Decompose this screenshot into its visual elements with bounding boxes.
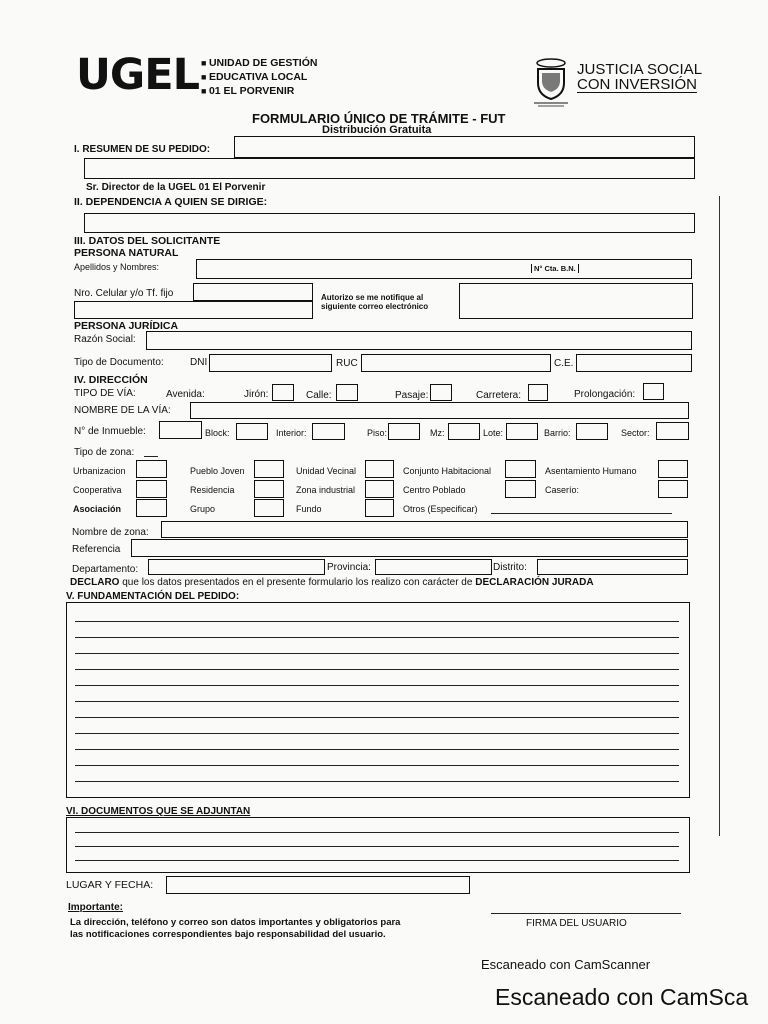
jiron-label: Jirón: xyxy=(244,389,269,400)
section-5-heading: V. FUNDAMENTACIÓN DEL PEDIDO: xyxy=(66,591,240,602)
caserio-checkbox[interactable] xyxy=(658,480,688,498)
ruled-line xyxy=(75,621,679,622)
persona-natural-heading: PERSONA NATURAL xyxy=(74,247,179,259)
asociacion-label: Asociación xyxy=(73,504,122,514)
lugar-fecha-field[interactable] xyxy=(166,876,470,894)
prolongacion-label: Prolongación: xyxy=(574,389,636,400)
ruled-line xyxy=(75,733,679,734)
carretera-label: Carretera: xyxy=(476,390,522,401)
lote-label: Lote: xyxy=(483,428,504,438)
ruled-line xyxy=(75,832,679,833)
apellidos-label: Apellidos y Nombres: xyxy=(74,262,160,272)
otros-line[interactable] xyxy=(491,513,672,514)
distrito-field[interactable] xyxy=(537,559,688,575)
provincia-label: Provincia: xyxy=(327,562,371,573)
unidad-vecinal-label: Unidad Vecinal xyxy=(296,466,357,476)
declaro-word: DECLARO xyxy=(70,577,120,588)
pasaje-label: Pasaje: xyxy=(395,390,429,401)
celular-label: Nro. Celular y/o Tf. fijo xyxy=(74,288,174,299)
cooperativa-checkbox[interactable] xyxy=(136,480,167,498)
jiron-checkbox[interactable] xyxy=(272,384,294,401)
nombre-via-field[interactable] xyxy=(190,402,689,419)
ruled-line xyxy=(75,701,679,702)
resumen-field-2[interactable] xyxy=(84,158,695,179)
centro-poblado-label: Centro Poblado xyxy=(403,485,466,495)
razon-social-label: Razón Social: xyxy=(74,334,136,345)
unidad-vecinal-checkbox[interactable] xyxy=(365,460,394,478)
ruc-field[interactable] xyxy=(361,354,551,372)
calle-checkbox[interactable] xyxy=(336,384,358,401)
documentos-area[interactable] xyxy=(66,817,690,873)
ruc-label: RUC xyxy=(336,358,358,369)
inmueble-field[interactable] xyxy=(159,421,202,439)
sector-label: Sector: xyxy=(621,428,650,438)
ruled-line xyxy=(75,669,679,670)
lugar-fecha-label: LUGAR Y FECHA: xyxy=(66,879,154,891)
mz-field[interactable] xyxy=(448,423,480,440)
persona-juridica-heading: PERSONA JURÍDICA xyxy=(74,320,179,332)
pasaje-checkbox[interactable] xyxy=(430,384,452,401)
barrio-field[interactable] xyxy=(576,423,608,440)
departamento-label: Departamento: xyxy=(72,564,139,575)
unit-line-3: ■ 01 EL PORVENIR xyxy=(201,84,317,98)
grupo-checkbox[interactable] xyxy=(254,499,284,517)
unit-line-1: ■ UNIDAD DE GESTIÓN xyxy=(201,56,317,70)
celular-field[interactable] xyxy=(193,283,313,301)
avenida-label: Avenida: xyxy=(166,389,205,400)
piso-field[interactable] xyxy=(388,423,420,440)
form-title: FORMULARIO ÚNICO DE TRÁMITE - FUT xyxy=(252,111,506,126)
prolongacion-checkbox[interactable] xyxy=(643,383,664,400)
referencia-field[interactable] xyxy=(131,539,688,557)
ugel-logo: UGEL xyxy=(76,50,199,100)
referencia-label: Referencia xyxy=(72,544,121,555)
pueblo-joven-checkbox[interactable] xyxy=(254,460,284,478)
centro-poblado-checkbox[interactable] xyxy=(505,480,536,498)
urbanizacion-checkbox[interactable] xyxy=(136,460,167,478)
unit-line-2: ■ EDUCATIVA LOCAL xyxy=(201,70,317,84)
zona-industrial-label: Zona industrial xyxy=(296,485,356,495)
sector-field[interactable] xyxy=(656,422,689,440)
slogan xyxy=(577,62,702,93)
fundo-checkbox[interactable] xyxy=(365,499,394,517)
camscanner-watermark: Escaneado con CamScanner xyxy=(481,957,651,972)
interior-label: Interior: xyxy=(276,428,307,438)
autorizo-label-2: siguiente correo electrónico xyxy=(321,302,429,311)
carretera-checkbox[interactable] xyxy=(528,384,548,401)
block-label: Block: xyxy=(205,428,230,438)
residencia-label: Residencia xyxy=(190,485,235,495)
firma-label: FIRMA DEL USUARIO xyxy=(526,918,627,929)
residencia-checkbox[interactable] xyxy=(254,480,284,498)
lote-field[interactable] xyxy=(506,423,538,440)
ruled-line xyxy=(75,637,679,638)
camscanner-watermark-large: Escaneado con CamSca xyxy=(495,984,749,1010)
tipo-documento-label: Tipo de Documento: xyxy=(74,357,164,368)
mz-label: Mz: xyxy=(430,428,445,438)
razon-social-field[interactable] xyxy=(146,331,692,350)
ugel-unit-name xyxy=(201,56,317,98)
asentamiento-label: Asentamiento Humano xyxy=(545,466,637,476)
slogan-line-1: JUSTICIA SOCIAL xyxy=(577,61,703,78)
tipo-zona-label: Tipo de zona: xyxy=(74,447,135,458)
importante-note xyxy=(70,917,470,941)
ce-field[interactable] xyxy=(576,354,692,372)
note-line-1: La dirección, teléfono y correo son datos importantes y obligatorios para xyxy=(70,917,401,928)
slogan-line-2: CON INVERSIÓN xyxy=(577,76,698,93)
nombre-zona-label: Nombre de zona: xyxy=(72,527,149,538)
tipo-zona-line xyxy=(144,456,158,457)
asentamiento-checkbox[interactable] xyxy=(658,460,688,478)
autorizo-label: Autorizo se me notifique al xyxy=(321,293,424,302)
tipo-via-label: TIPO DE VÍA: xyxy=(74,388,136,399)
declaro-body: que los datos presentados en el presente formulario los realizo con carácter de xyxy=(119,577,476,588)
fundo-label: Fundo xyxy=(296,504,322,514)
cta-bn-label: N° Cta. B.N. xyxy=(531,264,579,273)
distrito-label: Distrito: xyxy=(493,562,527,573)
barrio-label: Barrio: xyxy=(544,428,571,438)
fundamentacion-area[interactable] xyxy=(66,602,690,798)
note-line-2: las notificaciones correspondientes bajo responsabilidad del usuario. xyxy=(70,929,386,940)
caserio-label: Caserío: xyxy=(545,485,580,495)
provincia-field[interactable] xyxy=(375,559,492,575)
calle-label: Calle: xyxy=(306,390,332,401)
ruled-line xyxy=(75,717,679,718)
ruled-line xyxy=(75,860,679,861)
otros-label: Otros (Especificar) xyxy=(403,504,478,514)
declaracion-text xyxy=(70,577,594,588)
ruled-line xyxy=(75,685,679,686)
coat-of-arms-icon xyxy=(530,55,572,107)
section-2-heading: II. DEPENDENCIA A QUIEN SE DIRIGE: xyxy=(74,196,268,208)
director-line: Sr. Director de la UGEL 01 El Porvenir xyxy=(86,182,266,193)
interior-field[interactable] xyxy=(312,423,345,440)
grupo-label: Grupo xyxy=(190,504,216,514)
piso-label: Piso: xyxy=(367,428,388,438)
importante-label: Importante: xyxy=(68,902,123,913)
celular-field-2[interactable] xyxy=(74,301,313,319)
departamento-field[interactable] xyxy=(148,559,325,575)
email-field[interactable] xyxy=(459,283,693,319)
dependencia-field[interactable] xyxy=(84,213,695,233)
ruled-line xyxy=(75,653,679,654)
ruled-line xyxy=(75,846,679,847)
form-subtitle: Distribución Gratuita xyxy=(322,124,432,136)
inmueble-label: N° de Inmueble: xyxy=(74,426,146,437)
nombre-zona-field[interactable] xyxy=(161,521,688,538)
ce-label: C.E. xyxy=(554,358,574,369)
urbanizacion-label: Urbanizacion xyxy=(73,466,126,476)
apellidos-field[interactable] xyxy=(196,259,692,279)
ruled-line xyxy=(75,765,679,766)
asociacion-checkbox[interactable] xyxy=(136,499,167,517)
cooperativa-label: Cooperativa xyxy=(73,485,122,495)
section-6-heading: VI. DOCUMENTOS QUE SE ADJUNTAN xyxy=(66,806,251,817)
conjunto-checkbox[interactable] xyxy=(505,460,536,478)
nombre-via-label: NOMBRE DE LA VÍA: xyxy=(74,405,171,416)
pueblo-joven-label: Pueblo Joven xyxy=(190,466,245,476)
ruled-line xyxy=(75,749,679,750)
dni-field[interactable] xyxy=(209,354,332,372)
dni-label: DNI xyxy=(190,357,208,368)
signature-line[interactable] xyxy=(491,913,681,914)
section-3-heading: III. DATOS DEL SOLICITANTE xyxy=(74,235,221,247)
ruled-line xyxy=(75,781,679,782)
block-field[interactable] xyxy=(236,423,268,440)
zona-industrial-checkbox[interactable] xyxy=(365,480,394,498)
scan-edge-line xyxy=(719,196,720,836)
section-1-heading: I. RESUMEN DE SU PEDIDO: xyxy=(74,144,211,155)
section-4-heading: IV. DIRECCIÓN xyxy=(74,374,148,386)
resumen-field-1[interactable] xyxy=(234,136,695,158)
conjunto-label: Conjunto Habitacional xyxy=(403,466,492,476)
declaracion-jurada-word: DECLARACIÓN JURADA xyxy=(475,577,594,588)
